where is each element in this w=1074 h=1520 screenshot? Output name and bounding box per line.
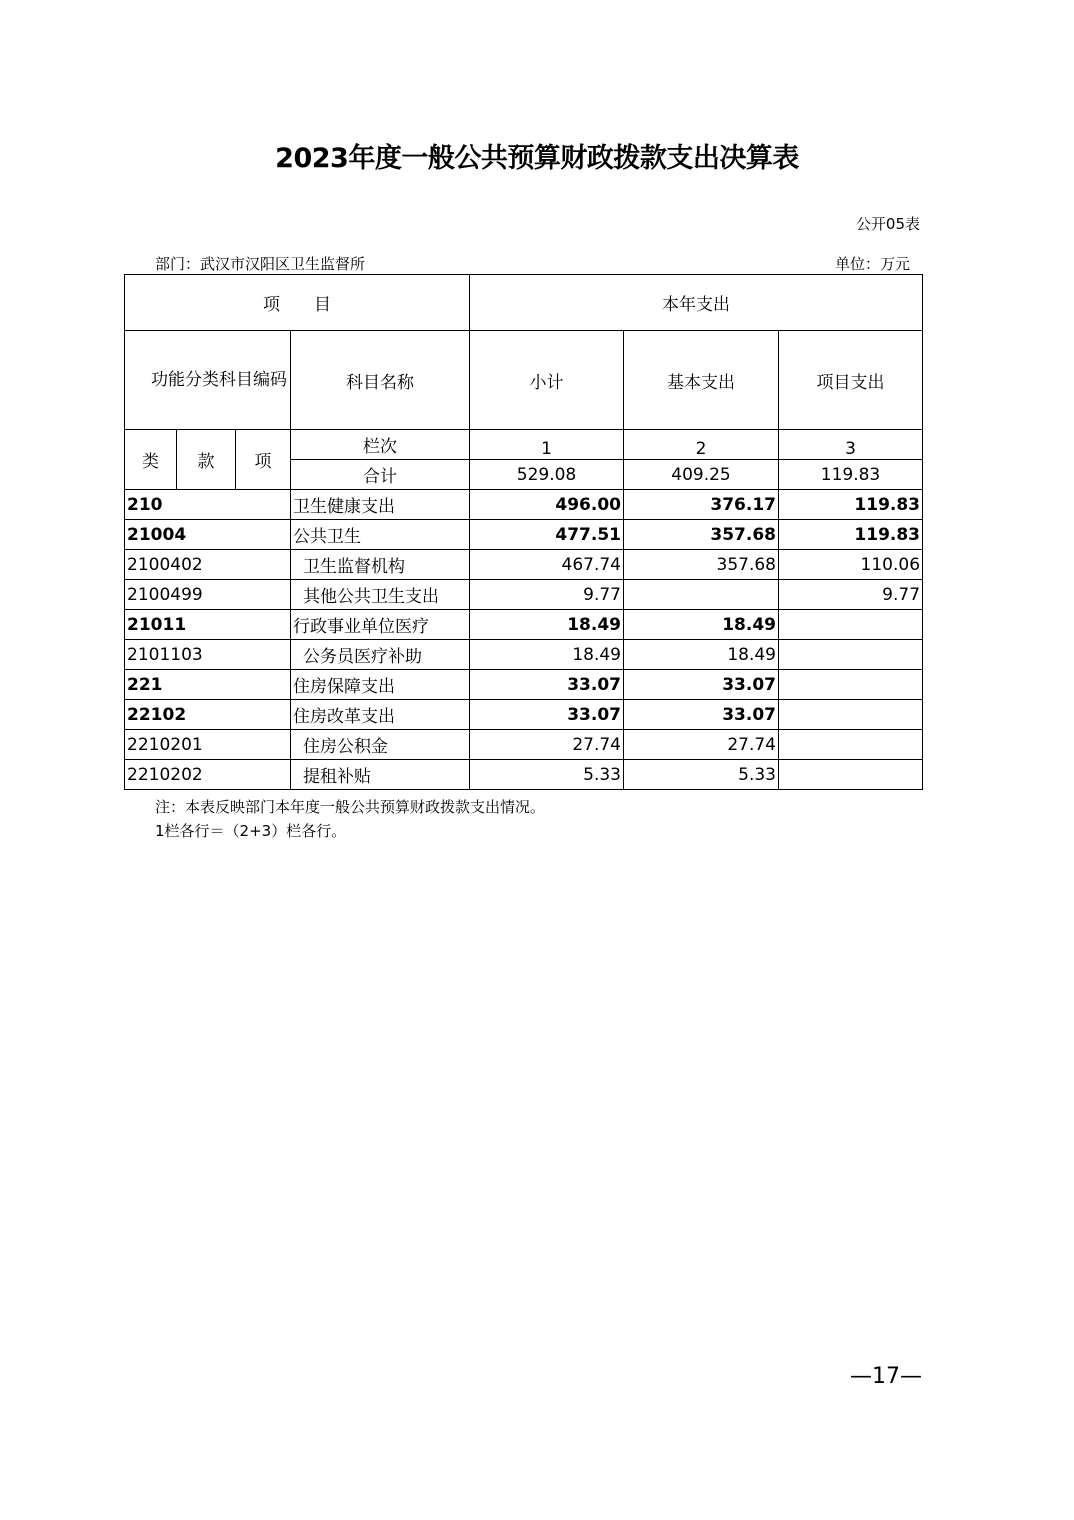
row-basic xyxy=(624,580,779,610)
row-code: 210 xyxy=(125,490,291,520)
row-code: 2100402 xyxy=(125,550,291,580)
table-row xyxy=(125,580,923,610)
table-row xyxy=(125,550,923,580)
row-basic: 376.17 xyxy=(624,490,779,520)
row-code: 22102 xyxy=(125,700,291,730)
row-basic: 357.68 xyxy=(624,520,779,550)
row-name: 行政事业单位医疗 xyxy=(291,610,470,640)
row-subtotal: 33.07 xyxy=(470,700,624,730)
table-row xyxy=(125,520,923,550)
row-name: 提租补贴 xyxy=(291,760,470,790)
row-subtotal: 477.51 xyxy=(470,520,624,550)
header-name: 科目名称 xyxy=(291,331,470,430)
row-subtotal: 5.33 xyxy=(470,760,624,790)
row-subtotal: 9.77 xyxy=(470,580,624,610)
total-label: 合计 xyxy=(291,460,470,490)
row-project: 110.06 xyxy=(779,550,923,580)
row-basic: 5.33 xyxy=(624,760,779,790)
note-line-1: 注：本表反映部门本年度一般公共预算财政拨款支出情况。 xyxy=(155,798,546,816)
row-name: 公务员医疗补助 xyxy=(291,640,470,670)
row-name: 其他公共卫生支出 xyxy=(291,580,470,610)
row-name: 公共卫生 xyxy=(291,520,470,550)
header-xiang: 项 xyxy=(236,430,291,490)
row-code: 2101103 xyxy=(125,640,291,670)
header-item: 项 目 xyxy=(125,275,470,331)
page-number: —17— xyxy=(850,1364,922,1389)
column-number-3: 3 xyxy=(779,430,923,460)
unit-label: 单位：万元 xyxy=(834,255,910,273)
row-project xyxy=(779,760,923,790)
row-project xyxy=(779,610,923,640)
table-row xyxy=(125,640,923,670)
department-label: 部门：武汉市汉阳区卫生监督所 xyxy=(155,255,366,273)
row-project xyxy=(779,730,923,760)
row-code: 221 xyxy=(125,670,291,700)
row-code: 2210202 xyxy=(125,760,291,790)
note-line-2: 1栏各行＝（2+3）栏各行。 xyxy=(155,822,347,840)
row-subtotal: 467.74 xyxy=(470,550,624,580)
row-name: 住房改革支出 xyxy=(291,700,470,730)
row-code: 2100499 xyxy=(125,580,291,610)
row-basic: 27.74 xyxy=(624,730,779,760)
table-row xyxy=(125,490,923,520)
total-basic: 409.25 xyxy=(624,460,779,490)
table-row xyxy=(125,760,923,790)
row-code: 2210201 xyxy=(125,730,291,760)
header-lei: 类 xyxy=(125,430,177,490)
table-row xyxy=(125,670,923,700)
row-basic: 33.07 xyxy=(624,700,779,730)
row-name: 住房保障支出 xyxy=(291,670,470,700)
row-project: 9.77 xyxy=(779,580,923,610)
row-subtotal: 33.07 xyxy=(470,670,624,700)
form-number: 公开05表 xyxy=(855,215,920,233)
row-project xyxy=(779,640,923,670)
row-project: 119.83 xyxy=(779,490,923,520)
header-kuan: 款 xyxy=(177,430,236,490)
row-name: 住房公积金 xyxy=(291,730,470,760)
row-project xyxy=(779,670,923,700)
expenditure-table xyxy=(124,274,923,790)
row-project xyxy=(779,700,923,730)
row-basic: 357.68 xyxy=(624,550,779,580)
column-number-2: 2 xyxy=(624,430,779,460)
row-name: 卫生健康支出 xyxy=(291,490,470,520)
row-subtotal: 27.74 xyxy=(470,730,624,760)
row-name: 卫生监督机构 xyxy=(291,550,470,580)
header-column-no: 栏次 xyxy=(291,430,470,460)
row-project: 119.83 xyxy=(779,520,923,550)
header-code: 功能分类科目编码 xyxy=(125,331,291,430)
header-project: 项目支出 xyxy=(779,331,923,430)
table-row xyxy=(125,610,923,640)
total-project: 119.83 xyxy=(779,460,923,490)
header-subtotal: 小计 xyxy=(470,331,624,430)
table-row xyxy=(125,700,923,730)
page-title: 2023年度一般公共预算财政拨款支出决算表 xyxy=(275,143,799,174)
column-number-1: 1 xyxy=(470,430,624,460)
header-basic: 基本支出 xyxy=(624,331,779,430)
row-subtotal: 18.49 xyxy=(470,640,624,670)
row-subtotal: 18.49 xyxy=(470,610,624,640)
row-basic: 18.49 xyxy=(624,640,779,670)
row-basic: 33.07 xyxy=(624,670,779,700)
row-code: 21011 xyxy=(125,610,291,640)
row-subtotal: 496.00 xyxy=(470,490,624,520)
header-current-year: 本年支出 xyxy=(470,275,923,331)
row-basic: 18.49 xyxy=(624,610,779,640)
row-code: 21004 xyxy=(125,520,291,550)
table-row xyxy=(125,730,923,760)
total-subtotal: 529.08 xyxy=(470,460,624,490)
